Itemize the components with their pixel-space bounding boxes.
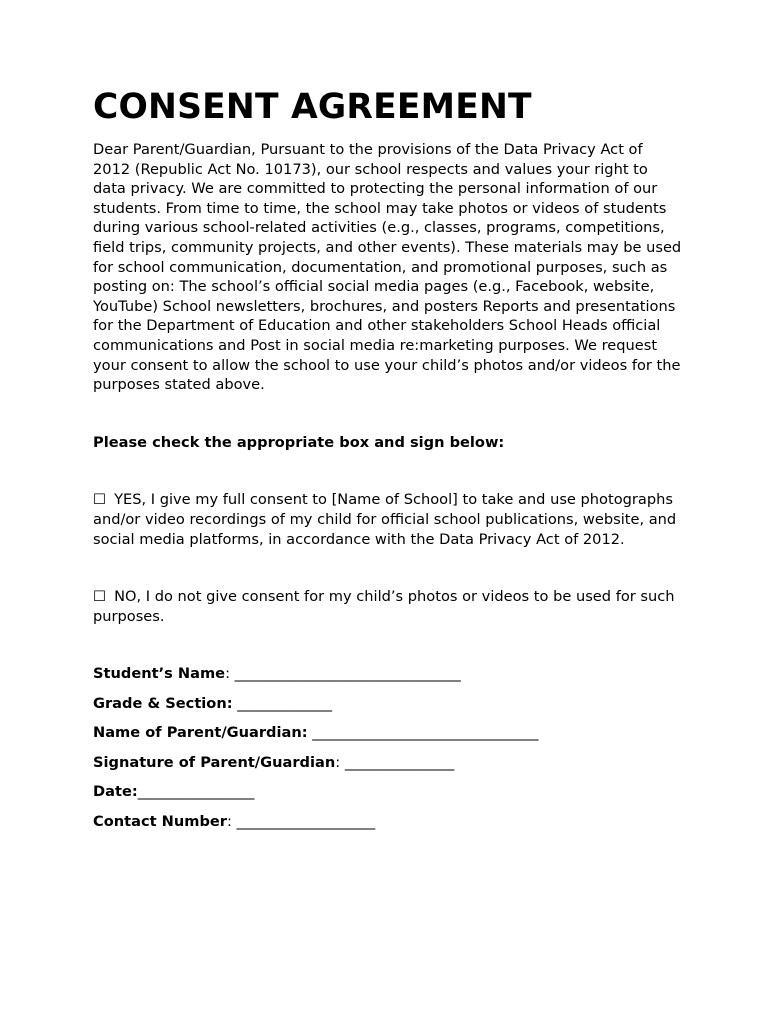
field-blank-line[interactable]: _______________ (344, 753, 455, 771)
document-title: CONSENT AGREEMENT (93, 87, 532, 127)
field-label: Contact Number (93, 812, 228, 830)
field-blank-line[interactable]: _____________ (237, 694, 333, 712)
parent-signature-field (93, 753, 683, 783)
field-label: Grade & Section: (93, 694, 233, 712)
student-name-field (93, 664, 683, 694)
field-separator: : (335, 753, 345, 771)
instruction-text: Please check the appropriate box and sign below: (93, 433, 505, 451)
consent-option-yes (93, 490, 683, 549)
field-label: Date: (93, 783, 138, 801)
document-page (93, 86, 683, 841)
yes-option-text: YES, I give my full consent to [Name of School] to take and use photographs and/or video recordings of my child for official school publications, website, and social media platforms, in accordance with the Data Privacy Act of 2012. (93, 491, 677, 548)
signature-fields (93, 664, 683, 841)
field-blank-line[interactable]: _______________________________ (312, 724, 539, 742)
grade-section-field (93, 694, 683, 724)
field-blank-line[interactable]: ___________________ (236, 812, 376, 830)
yes-checkbox-icon[interactable]: ☐ (93, 491, 107, 509)
parent-name-field (93, 723, 683, 753)
field-label: Signature of Parent/Guardian (93, 753, 336, 771)
no-option-text: NO, I do not give consent for my child’s photos or videos to be used for such purposes. (93, 588, 675, 625)
field-blank-line[interactable]: _______________________________ (234, 665, 461, 683)
field-separator: : (227, 812, 237, 830)
contact-number-field (93, 812, 683, 842)
field-label: Name of Parent/Guardian: (93, 724, 308, 742)
no-checkbox-icon[interactable]: ☐ (93, 588, 107, 606)
intro-paragraph: Dear Parent/Guardian, Pursuant to the provisions of the Data Privacy Act of 2012 (Republic Act No. 10173), our school respects and values your right to data privacy. We are committed to protecting the personal information of our students. From time to time, the school may take photos or videos of students during various school-related activities (e.g., classes, programs, competitions, field trips, community projects, and other events). These materials may be used for school communication, documentation, and promotional purposes, such as posting on: The school’s official social media pages (e.g., Facebook, website, YouTube) School newsletters, brochures, and posters Reports and presentations for the Department of Education and other stakeholders School Heads official communications and Post in social media re:marketing purposes. We request your consent to allow the school to use your child’s photos and/or videos for the purposes stated above. (93, 141, 682, 394)
field-blank-line[interactable]: ________________ (137, 783, 255, 801)
date-field (93, 782, 683, 812)
field-separator: : (225, 665, 235, 683)
consent-option-no (93, 587, 683, 626)
field-label: Student’s Name (93, 665, 226, 683)
